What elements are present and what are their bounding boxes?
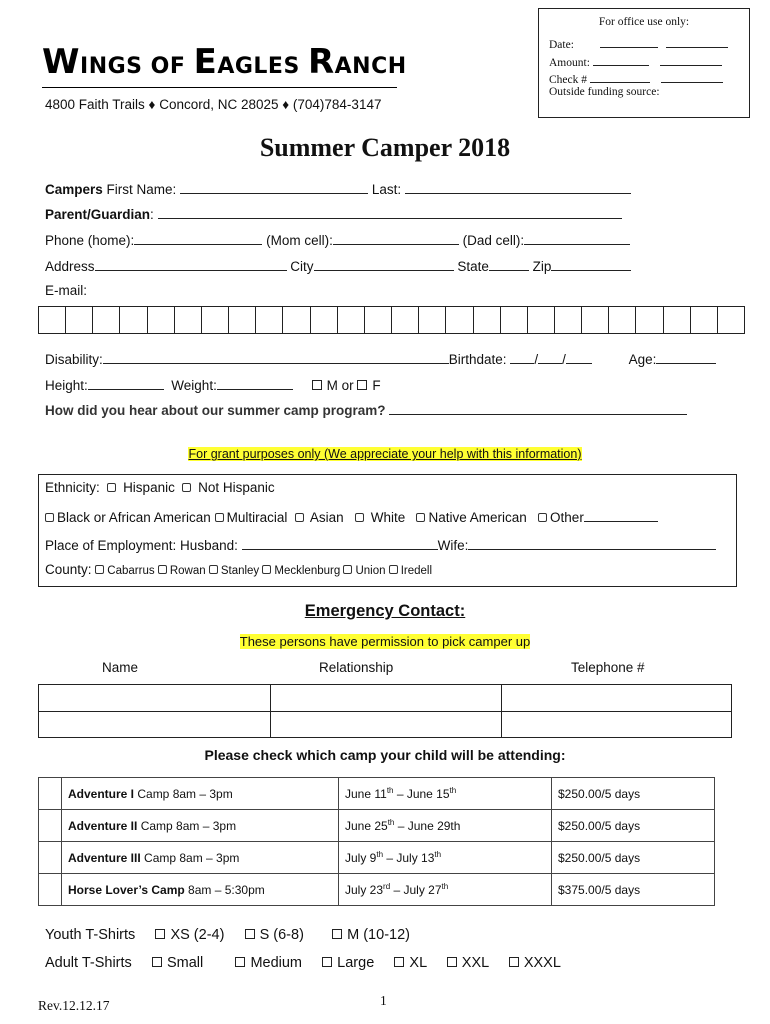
camp-dates-cell: June 25th – June 29th (339, 810, 552, 842)
ranch-logo: WINGS OF EAGLES RANCH (42, 42, 407, 82)
office-check-row: Check # (549, 69, 723, 86)
race-checkbox[interactable] (416, 513, 425, 522)
office-header: For office use only: (598, 16, 690, 28)
col-telephone-header: Telephone # (571, 660, 645, 675)
phone-row: Phone (home): (Mom cell): (Dad cell): (45, 231, 630, 248)
parent-field[interactable] (158, 205, 622, 219)
female-checkbox[interactable] (357, 380, 367, 390)
adult-shirt-row: Adult T-Shirts Small Medium Large XL XXL XXXL (45, 955, 561, 971)
camp-row (39, 842, 715, 874)
not-hispanic-checkbox[interactable] (182, 483, 191, 492)
race-checkbox[interactable] (45, 513, 54, 522)
mom-cell-field[interactable] (333, 231, 459, 245)
zip-field[interactable] (551, 257, 631, 271)
state-field[interactable] (489, 257, 529, 271)
camp-row (39, 874, 715, 906)
county-checkbox[interactable] (209, 565, 218, 574)
emergency-note: These persons have permission to pick camper up (239, 634, 531, 649)
camp-name-cell: Adventure III Camp 8am – 3pm (62, 842, 339, 874)
size-checkbox[interactable] (509, 957, 519, 967)
last-name-field[interactable] (405, 180, 631, 194)
race-checkbox[interactable] (355, 513, 364, 522)
size-checkbox[interactable] (332, 929, 342, 939)
size-checkbox[interactable] (245, 929, 255, 939)
emergency-title: Emergency Contact: (304, 602, 466, 620)
hear-row: How did you hear about our summer camp program? (45, 401, 687, 418)
size-checkbox[interactable] (447, 957, 457, 967)
camp-row (39, 778, 715, 810)
race-row: Black or African American Multiracial Asian White Native American Other (45, 508, 658, 525)
office-date-row: Date: (549, 34, 728, 51)
size-checkbox[interactable] (155, 929, 165, 939)
email-label: E-mail: (45, 283, 88, 298)
size-checkbox[interactable] (235, 957, 245, 967)
disability-row: Disability: Birthdate: / / Age: (45, 350, 716, 367)
logo-underline (42, 87, 397, 88)
grant-note: For grant purposes only (We appreciate your help with this information) (188, 447, 582, 461)
county-row: County: Cabarrus Rowan Stanley Mecklenburg Union Iredell (45, 562, 433, 577)
other-race-field[interactable] (584, 508, 658, 522)
page-number: 1 (380, 993, 387, 1008)
camp-name-cell: Adventure I Camp 8am – 3pm (62, 778, 339, 810)
camp-dates-cell: July 23rd – July 27th (339, 874, 552, 906)
address-row: Address City State Zip (45, 257, 631, 274)
address-field[interactable] (95, 257, 287, 271)
county-checkbox[interactable] (343, 565, 352, 574)
camp-table (38, 777, 715, 906)
form-title: Summer Camper 2018 (259, 133, 511, 162)
camp-price-cell: $250.00/5 days (552, 810, 715, 842)
disability-field[interactable] (103, 350, 449, 364)
camp-checkbox-cell[interactable] (39, 810, 62, 842)
col-name-header: Name (102, 660, 139, 675)
race-checkbox[interactable] (215, 513, 224, 522)
height-row: Height: Weight: M or F (45, 378, 381, 393)
hear-field[interactable] (389, 401, 687, 415)
height-field[interactable] (88, 376, 164, 390)
dad-cell-field[interactable] (524, 231, 630, 245)
youth-shirt-row: Youth T-Shirts XS (2-4) S (6-8) M (10-12) (45, 927, 410, 943)
wife-employment-field[interactable] (468, 536, 716, 550)
emergency-note-wrap (0, 634, 770, 649)
ranch-address: 4800 Faith Trails ♦ Concord, NC 28025 ♦ (704)784-3147 (45, 97, 382, 112)
parent-row: Parent/Guardian: (45, 205, 622, 222)
grant-note-wrap (0, 447, 770, 461)
race-checkbox[interactable] (295, 513, 304, 522)
county-checkbox[interactable] (95, 565, 104, 574)
ethnicity-row: Ethnicity: Hispanic Not Hispanic (45, 480, 275, 495)
employment-row: Place of Employment: Husband: Wife: (45, 536, 716, 553)
camp-checkbox-cell[interactable] (39, 778, 62, 810)
office-amount-row: Amount: (549, 52, 722, 69)
weight-field[interactable] (217, 376, 293, 390)
camp-row (39, 810, 715, 842)
husband-employment-field[interactable] (242, 536, 438, 550)
size-checkbox[interactable] (394, 957, 404, 967)
revision: Rev.12.12.17 (38, 998, 110, 1013)
county-checkbox[interactable] (262, 565, 271, 574)
city-field[interactable] (314, 257, 454, 271)
camp-question: Please check which camp your child will be attending: (204, 747, 566, 763)
camp-checkbox-cell[interactable] (39, 842, 62, 874)
email-grid[interactable] (38, 306, 745, 334)
camp-price-cell: $375.00/5 days (552, 874, 715, 906)
camp-dates-cell: July 9th – July 13th (339, 842, 552, 874)
col-relationship-header: Relationship (319, 660, 394, 675)
county-checkbox[interactable] (389, 565, 398, 574)
camp-dates-cell: June 11th – June 15th (339, 778, 552, 810)
county-checkbox[interactable] (158, 565, 167, 574)
race-checkbox[interactable] (538, 513, 547, 522)
home-phone-field[interactable] (134, 231, 262, 245)
camp-name-cell: Adventure II Camp 8am – 3pm (62, 810, 339, 842)
camp-checkbox-cell[interactable] (39, 874, 62, 906)
campers-name-row: Campers First Name: Last: (45, 180, 631, 197)
office-funding-row: Outside funding source: (549, 86, 660, 98)
camp-price-cell: $250.00/5 days (552, 778, 715, 810)
size-checkbox[interactable] (152, 957, 162, 967)
male-checkbox[interactable] (312, 380, 322, 390)
office-use-box (538, 8, 750, 118)
size-checkbox[interactable] (322, 957, 332, 967)
emergency-table[interactable] (38, 684, 732, 738)
camp-name-cell: Horse Lover’s Camp 8am – 5:30pm (62, 874, 339, 906)
hispanic-checkbox[interactable] (107, 483, 116, 492)
camp-price-cell: $250.00/5 days (552, 842, 715, 874)
first-name-field[interactable] (180, 180, 368, 194)
age-field[interactable] (656, 350, 716, 364)
